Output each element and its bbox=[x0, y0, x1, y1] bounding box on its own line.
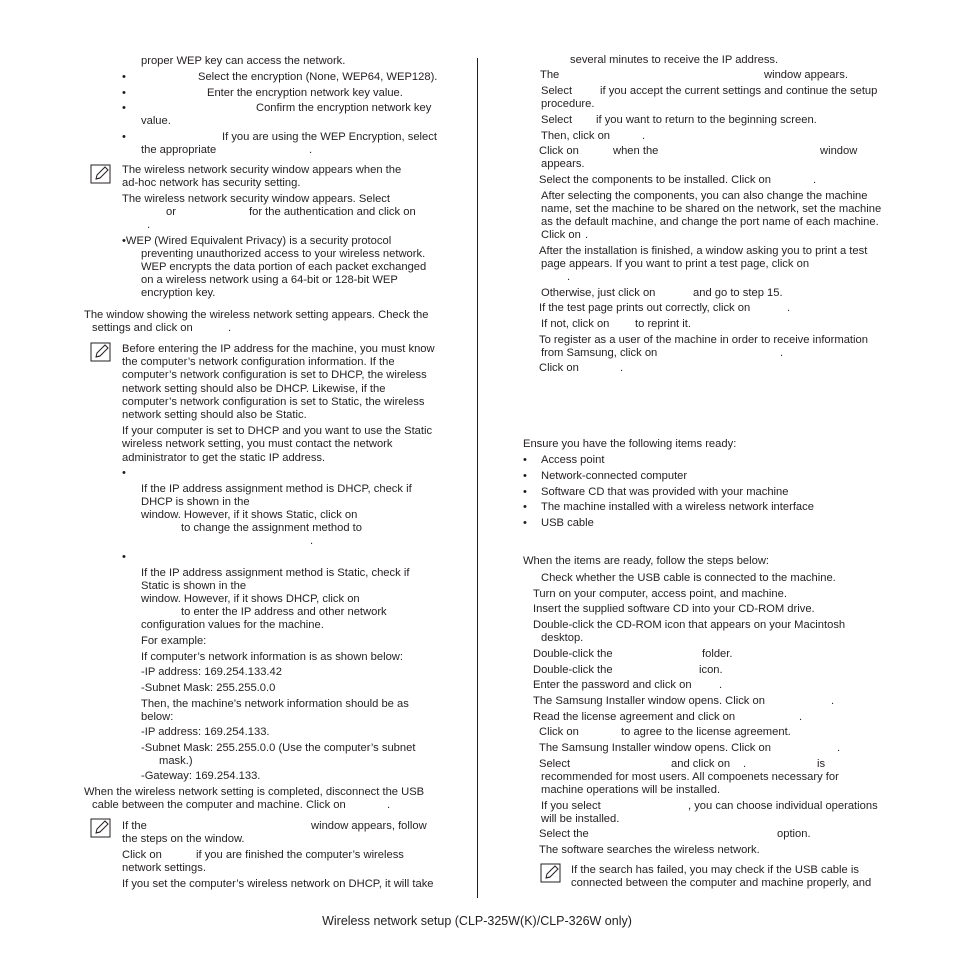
text-line: encryption key. bbox=[141, 287, 216, 299]
bullet: • bbox=[523, 470, 527, 482]
bullet: • bbox=[122, 551, 126, 563]
text-line: If computer’s network information is as shown below: bbox=[141, 651, 403, 663]
text-line: settings and click on bbox=[92, 322, 193, 334]
text-line: the appropriate bbox=[141, 144, 217, 156]
text-line: Select the components to be installed. Click on bbox=[539, 174, 771, 186]
text-line: machine operations will be installed. bbox=[541, 784, 721, 796]
text-line: ad-hoc network has security setting. bbox=[122, 177, 301, 189]
text-line: network settings. bbox=[122, 862, 206, 874]
list-item: Access point bbox=[541, 454, 605, 466]
text-line: proper WEP key can access the network. bbox=[141, 55, 346, 67]
note-pencil-icon bbox=[90, 164, 111, 184]
text-line: preventing unauthorized access to your wireless network. bbox=[141, 248, 426, 260]
text-line: . bbox=[813, 174, 817, 186]
text-line: Ensure you have the following items ready: bbox=[523, 438, 737, 450]
column-divider bbox=[477, 58, 478, 898]
text-line: Select bbox=[541, 85, 573, 97]
text-line: Enter the password and click on bbox=[533, 679, 692, 691]
bullet: • bbox=[523, 454, 527, 466]
list-item: The machine installed with a wireless network interface bbox=[541, 501, 814, 513]
text-line: After the installation is finished, a window asking you to print a test bbox=[539, 245, 868, 257]
text-line: Select bbox=[541, 114, 573, 126]
text-line: value. bbox=[141, 115, 171, 127]
text-line: Select the bbox=[539, 828, 589, 840]
text-line: . bbox=[719, 679, 723, 691]
text-line: window. However, if it shows Static, click on bbox=[141, 509, 358, 521]
text-line: . bbox=[837, 742, 841, 754]
text-line: network setting should also be DHCP. Likewise, if the bbox=[122, 383, 386, 395]
text-line: Select the encryption (None, WEP64, WEP128). bbox=[198, 71, 438, 83]
text-line: to change the assignment method to bbox=[181, 522, 362, 534]
text-line: . bbox=[780, 347, 784, 359]
text-line: When the wireless network setting is completed, disconnect the USB bbox=[84, 786, 425, 798]
text-line: appears. bbox=[541, 158, 585, 170]
text-line: the computer’s network configuration information. If the bbox=[122, 356, 395, 368]
text-line: -Subnet Mask: 255.255.0.0 (Use the computer’s subnet bbox=[141, 742, 416, 754]
text-line: for the authentication and click on bbox=[249, 206, 416, 218]
bullet: • bbox=[523, 517, 527, 529]
bullet: • bbox=[122, 71, 126, 83]
text-line: mask.) bbox=[159, 755, 193, 767]
note-pencil-icon bbox=[90, 342, 111, 362]
text-line: Then, click on bbox=[541, 130, 611, 142]
text-line: Click on bbox=[541, 229, 581, 241]
text-line: The Samsung Installer window opens. Click on bbox=[539, 742, 771, 754]
text-line: . bbox=[387, 799, 391, 811]
text-line: Static is shown in the bbox=[141, 580, 247, 592]
text-line: page appears. If you want to print a test page, click on bbox=[541, 258, 810, 270]
list-item: Software CD that was provided with your machine bbox=[541, 486, 789, 498]
text-line: or bbox=[166, 206, 176, 218]
text-line: several minutes to receive the IP address. bbox=[570, 54, 779, 66]
text-line: -Subnet Mask: 255.255.0.0 bbox=[141, 682, 276, 694]
text-line: . bbox=[567, 271, 571, 283]
text-line: If the IP address assignment method is Static, check if bbox=[141, 567, 410, 579]
text-line: . bbox=[147, 219, 151, 231]
text-line: below: bbox=[141, 711, 174, 723]
text-line: window appears, follow bbox=[311, 820, 427, 832]
text-line: If you are using the WEP Encryption, select bbox=[222, 131, 437, 143]
text-line: name, set the machine to be shared on the network, set the machine bbox=[541, 203, 882, 215]
text-line: If the test page prints out correctly, click on bbox=[539, 302, 751, 314]
text-line: Before entering the IP address for the machine, you must know bbox=[122, 343, 435, 355]
text-line: If your computer is set to DHCP and you want to use the Static bbox=[122, 425, 433, 437]
text-line: . bbox=[787, 302, 791, 314]
text-line: If the search has failed, you may check if the USB cable is bbox=[571, 864, 859, 876]
text-line: If the IP address assignment method is DHCP, check if bbox=[141, 483, 412, 495]
bullet: • bbox=[122, 87, 126, 99]
text-line: Select bbox=[539, 758, 571, 770]
text-line: computer’s network configuration is set to Static, the wireless bbox=[122, 396, 425, 408]
text-line: Click on bbox=[539, 362, 579, 374]
text-line: WEP encrypts the data portion of each packet exchanged bbox=[141, 261, 427, 273]
text-line: cable between the computer and machine. Click on bbox=[92, 799, 346, 811]
text-line: window appears. bbox=[764, 69, 848, 81]
text-line: If you set the computer’s wireless network on DHCP, it will take bbox=[122, 878, 434, 890]
text-line: Insert the supplied software CD into your CD-ROM drive. bbox=[533, 603, 815, 615]
text-line: -IP address: 169.254.133. bbox=[141, 726, 270, 738]
text-line: -Gateway: 169.254.133. bbox=[141, 770, 261, 782]
text-line: connected between the computer and machine properly, and bbox=[571, 877, 872, 889]
text-line: When the items are ready, follow the steps below: bbox=[523, 555, 770, 567]
text-line: DHCP is shown in the bbox=[141, 496, 250, 508]
text-line: and go to step 15. bbox=[693, 287, 783, 299]
text-line: if you are finished the computer’s wireless bbox=[196, 849, 404, 861]
text-line: from Samsung, click on bbox=[541, 347, 658, 359]
text-line: After selecting the components, you can also change the machine bbox=[541, 190, 868, 202]
note-pencil-icon bbox=[540, 863, 561, 883]
text-line: if you accept the current settings and continue the setup bbox=[600, 85, 878, 97]
text-line: is bbox=[817, 758, 826, 770]
text-line: Double-click the bbox=[533, 664, 613, 676]
text-line: Turn on your computer, access point, and machine. bbox=[533, 588, 787, 600]
text-line: The window showing the wireless network setting appears. Check the bbox=[84, 309, 429, 321]
list-item: USB cable bbox=[541, 517, 594, 529]
text-line: wireless network setting, you must contact the network bbox=[122, 438, 393, 450]
bullet: • bbox=[523, 501, 527, 513]
text-line: icon. bbox=[699, 664, 723, 676]
text-line: when the bbox=[613, 145, 659, 157]
text-line: The wireless network security window appears. Select bbox=[122, 193, 390, 205]
text-line: to enter the IP address and other network bbox=[181, 606, 387, 618]
text-line: Then, the machine’s network information should be as bbox=[141, 698, 409, 710]
text-line: window. However, if it shows DHCP, click on bbox=[141, 593, 360, 605]
note-pencil-icon bbox=[90, 818, 111, 838]
text-line: The Samsung Installer window opens. Click on bbox=[533, 695, 765, 707]
text-line: option. bbox=[777, 828, 811, 840]
text-line: The bbox=[540, 69, 560, 81]
text-line: To register as a user of the machine in order to receive information bbox=[539, 334, 868, 346]
text-line: on a wireless network using a 64-bit or 128-bit WEP bbox=[141, 274, 398, 286]
text-line: . bbox=[585, 229, 589, 241]
text-line: as the default machine, and change the port name of each machine. bbox=[541, 216, 879, 228]
text-line: configuration values for the machine. bbox=[141, 619, 324, 631]
text-line: will be installed. bbox=[541, 813, 620, 825]
list-item: Network-connected computer bbox=[541, 470, 688, 482]
text-line: and click on bbox=[671, 758, 731, 770]
text-line: If not, click on bbox=[541, 318, 610, 330]
text-line: For example: bbox=[141, 635, 207, 647]
text-line: Read the license agreement and click on bbox=[533, 711, 736, 723]
page-footer: Wireless network setup (CLP-325W(K)/CLP-326W only) bbox=[322, 914, 632, 928]
text-line: . bbox=[310, 535, 314, 547]
text-line: Otherwise, just click on bbox=[541, 287, 656, 299]
text-line: Check whether the USB cable is connected to the machine. bbox=[541, 572, 836, 584]
text-line: Click on bbox=[122, 849, 162, 861]
text-line: to agree to the license agreement. bbox=[621, 726, 791, 738]
bullet: • bbox=[523, 486, 527, 498]
text-line: window bbox=[820, 145, 858, 157]
text-line: procedure. bbox=[541, 98, 595, 110]
bullet: • bbox=[122, 131, 126, 143]
text-line: . bbox=[799, 711, 803, 723]
text-line: , you can choose individual operations bbox=[688, 800, 878, 812]
text-line: if you want to return to the beginning screen. bbox=[596, 114, 817, 126]
text-line: •WEP (Wired Equivalent Privacy) is a security protocol bbox=[122, 235, 392, 247]
text-line: the steps on the window. bbox=[122, 833, 245, 845]
text-line: administrator to get the static IP address. bbox=[122, 452, 326, 464]
bullet: • bbox=[122, 102, 126, 114]
bullet: • bbox=[122, 467, 126, 479]
text-line: Click on bbox=[539, 145, 579, 157]
text-line: . bbox=[743, 758, 747, 770]
text-line: . bbox=[831, 695, 835, 707]
text-line: folder. bbox=[702, 648, 733, 660]
text-line: . bbox=[642, 130, 646, 142]
text-line: The software searches the wireless network. bbox=[539, 844, 760, 856]
text-line: The wireless network security window appears when the bbox=[122, 164, 402, 176]
text-line: Confirm the encryption network key bbox=[256, 102, 432, 114]
text-line: Enter the encryption network key value. bbox=[207, 87, 403, 99]
text-line: desktop. bbox=[541, 632, 584, 644]
text-line: to reprint it. bbox=[635, 318, 691, 330]
text-line: Double-click the bbox=[533, 648, 613, 660]
text-line: recommended for most users. All compoenets necessary for bbox=[541, 771, 839, 783]
text-line: -IP address: 169.254.133.42 bbox=[141, 666, 282, 678]
text-line: If the bbox=[122, 820, 147, 832]
text-line: Double-click the CD-ROM icon that appears on your Macintosh bbox=[533, 619, 846, 631]
text-line: . bbox=[309, 144, 313, 156]
text-line: network setting should also be Static. bbox=[122, 409, 307, 421]
text-line: Click on bbox=[539, 726, 579, 738]
text-line: . bbox=[228, 322, 232, 334]
text-line: If you select bbox=[541, 800, 601, 812]
text-line: . bbox=[620, 362, 624, 374]
text-line: computer’s network configuration is set to DHCP, the wireless bbox=[122, 369, 427, 381]
